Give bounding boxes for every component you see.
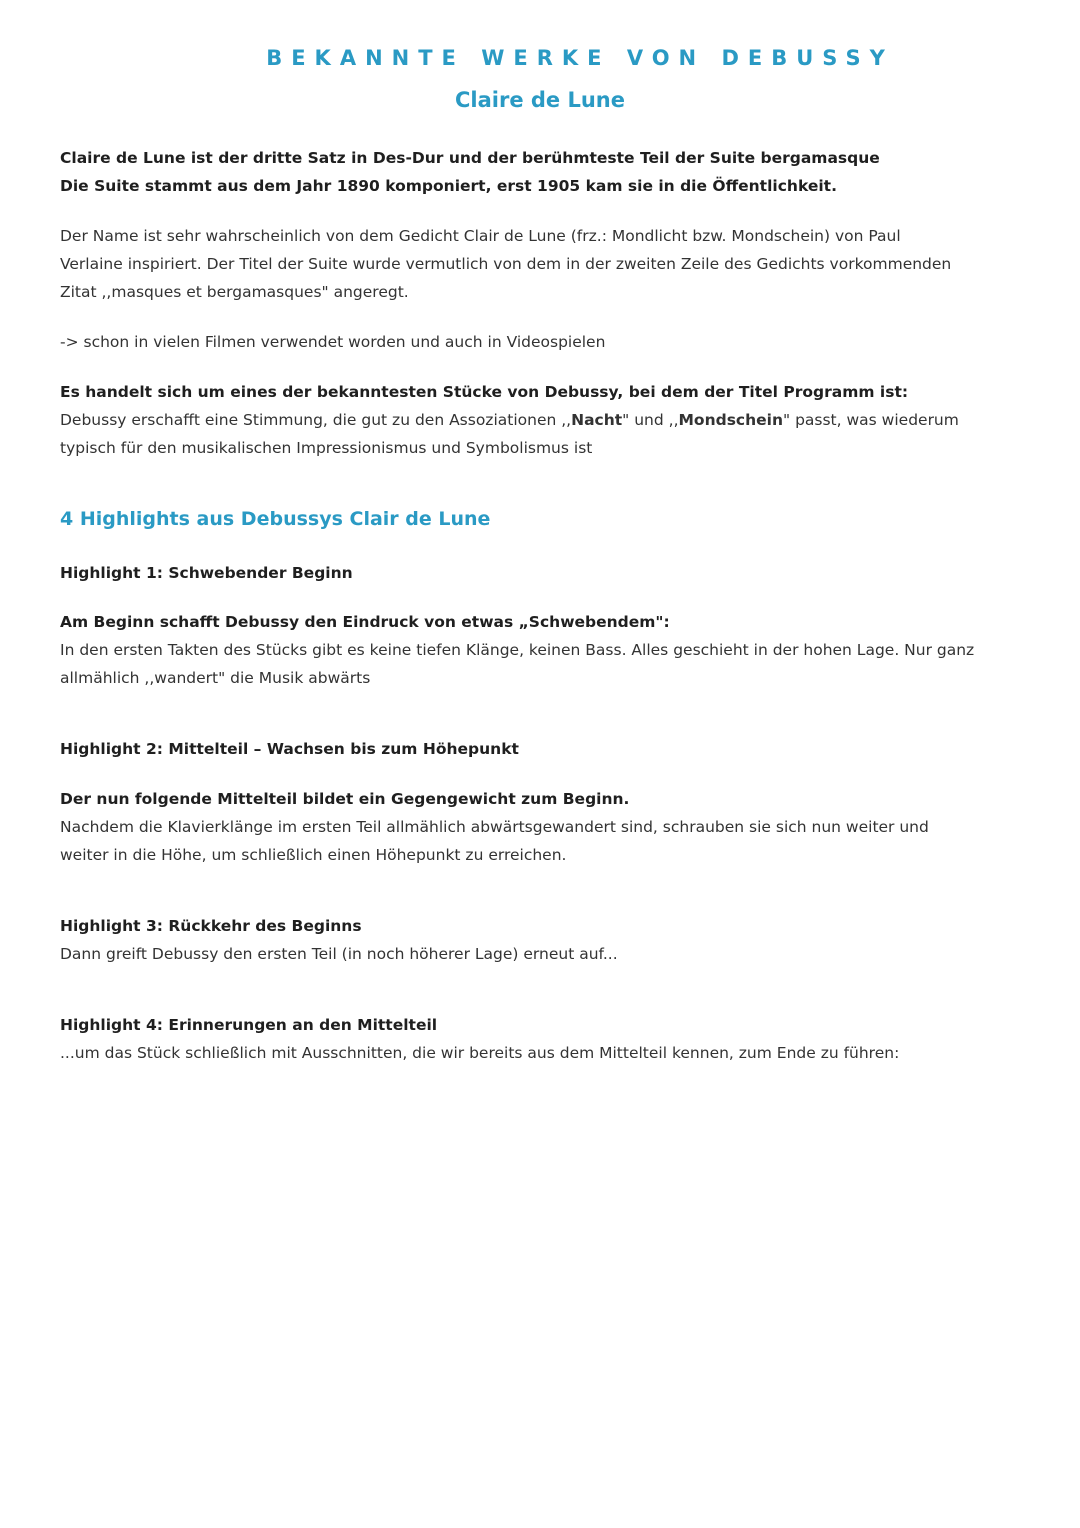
highlight-lead: Am Beginn schafft Debussy den Eindruck von etwas „Schwebendem": — [60, 613, 670, 631]
highlight-title: Highlight 3: Rückkehr des Beginns — [60, 917, 362, 935]
paragraph-line: weiter in die Höhe, um schließlich einen Höhepunkt zu erreichen. — [60, 846, 567, 864]
highlight-1-body — [60, 608, 1025, 692]
page-subtitle: Claire de Lune — [455, 88, 625, 112]
program-paragraph — [60, 378, 1025, 462]
intro-bold-line: Die Suite stammt aus dem Jahr 1890 komponiert, erst 1905 kam sie in die Öffentlichkeit. — [60, 177, 837, 195]
paragraph-line: Nachdem die Klavierklänge im ersten Teil allmählich abwärtsgewandert sind, schrauben sie sich nun weiter und — [60, 818, 929, 836]
highlight-3 — [60, 912, 1025, 968]
paragraph-line: typisch für den musikalischen Impressionismus und Symbolismus ist — [60, 439, 593, 457]
program-heading: Es handelt sich um eines der bekanntesten Stücke von Debussy, bei dem der Titel Programm ist: — [60, 383, 909, 401]
text-segment: Debussy erschafft eine Stimmung, die gut zu den Assoziationen ,, — [60, 411, 572, 429]
highlight-4 — [60, 1011, 1025, 1067]
intro-bold-line: Claire de Lune ist der dritte Satz in Des-Dur und der berühmteste Teil der Suite bergamasque — [60, 149, 880, 167]
highlight-2-title — [60, 735, 1025, 763]
paragraph-line: Der Name ist sehr wahrscheinlich von dem Gedicht Clair de Lune (frz.: Mondlicht bzw. Mondschein) von Paul — [60, 227, 901, 245]
emphasis-mondschein: Mondschein — [678, 411, 784, 429]
highlights-heading: 4 Highlights aus Debussys Clair de Lune — [60, 508, 491, 530]
paragraph-line: allmählich ,,wandert" die Musik abwärts — [60, 669, 371, 687]
paragraph-line: -> schon in vielen Filmen verwendet worden und auch in Videospielen — [60, 333, 606, 351]
emphasis-nacht: Nacht — [571, 411, 623, 429]
text-segment: " passt, was wiederum — [783, 411, 959, 429]
highlight-lead: Der nun folgende Mittelteil bildet ein Gegengewicht zum Beginn. — [60, 790, 630, 808]
paragraph-line: Dann greift Debussy den ersten Teil (in noch höherer Lage) erneut auf... — [60, 945, 618, 963]
paragraph-line: Verlaine inspiriert. Der Titel der Suite wurde vermutlich von dem in der zweiten Zeile des Gedichts vorkommenden — [60, 255, 952, 273]
paragraph-line: ...um das Stück schließlich mit Ausschnitten, die wir bereits aus dem Mittelteil kennen, zum Ende zu führen: — [60, 1044, 900, 1062]
intro-bold-paragraph — [60, 144, 1025, 200]
highlight-title: Highlight 1: Schwebender Beginn — [60, 564, 353, 582]
page-title: BEKANNTE WERKE VON DEBUSSY — [266, 46, 894, 70]
films-note — [60, 328, 1025, 356]
highlight-title: Highlight 2: Mittelteil – Wachsen bis zum Höhepunkt — [60, 740, 519, 758]
text-segment: " und ,, — [622, 411, 679, 429]
name-origin-paragraph — [60, 222, 1025, 306]
paragraph-line: In den ersten Takten des Stücks gibt es keine tiefen Klänge, keinen Bass. Alles geschieht in der hohen Lage. Nur ganz — [60, 641, 975, 659]
paragraph-line — [60, 406, 1025, 434]
paragraph-line: Zitat ,,masques et bergamasques" angeregt. — [60, 283, 409, 301]
highlight-1-title — [60, 559, 1025, 587]
highlight-2-body — [60, 785, 1025, 869]
highlight-title: Highlight 4: Erinnerungen an den Mittelteil — [60, 1016, 438, 1034]
